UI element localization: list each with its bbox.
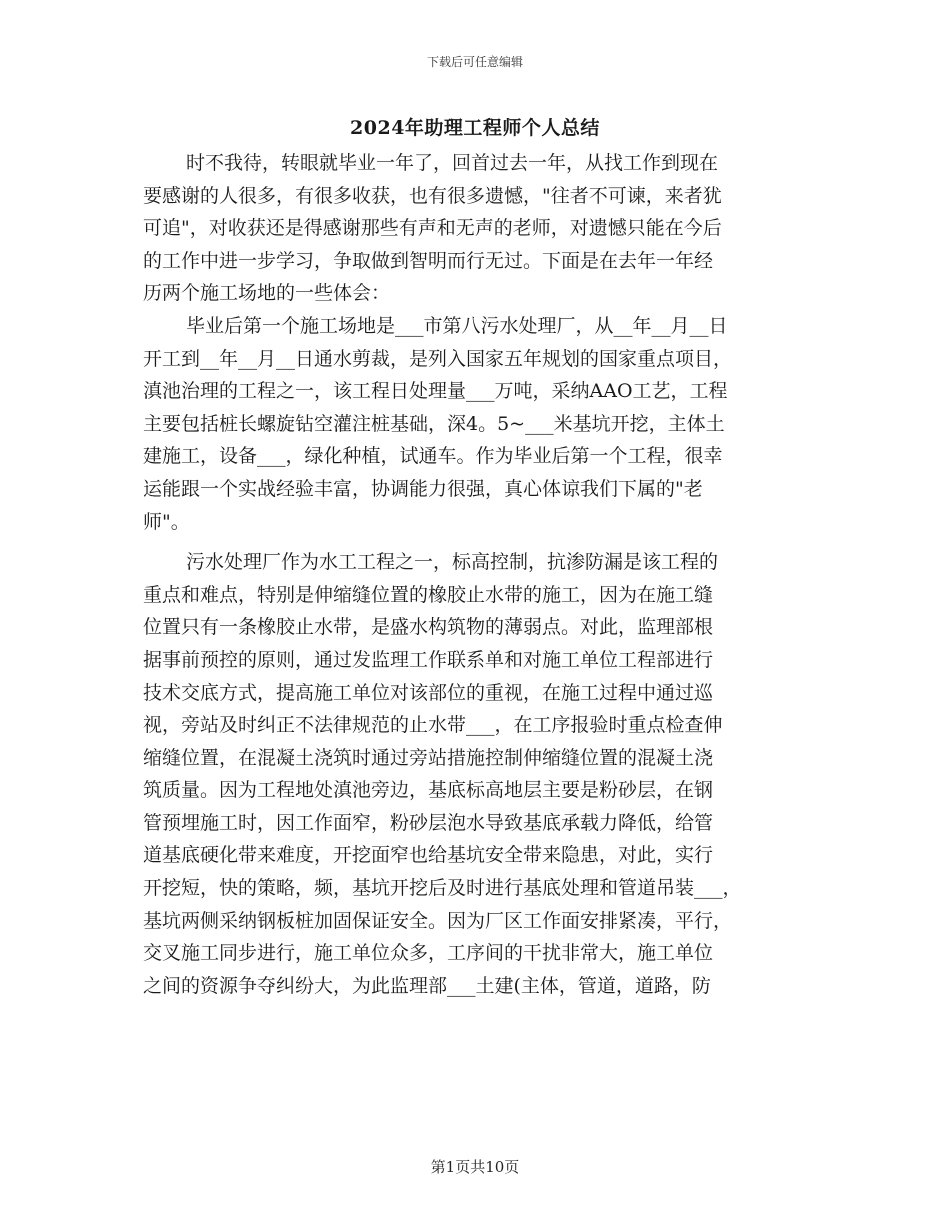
paragraph-line: 道基底硬化带来难度，开挖面窄也给基坑安全带来隐患，对此，实行 — [143, 844, 714, 867]
paragraph-line: 时不我待，转眼就毕业一年了，回首过去一年，从找工作到现在 — [186, 152, 719, 174]
paragraph-1 — [143, 147, 813, 310]
document-body — [143, 147, 813, 1002]
paragraph-gap — [143, 538, 813, 546]
paragraph-line: 可追"，对收获还是得感谢那些有声和无声的老师，对遗憾只能在今后 — [143, 217, 722, 240]
paragraph-line: 缩缝位置，在混凝土浇筑时通过旁站措施控制伸缩缝位置的混凝土浇 — [143, 746, 714, 769]
paragraph-line: 之间的资源争夺纠纷大，为此监理部___土建(主体，管道，道路，防 — [143, 974, 711, 997]
paragraph-2 — [143, 310, 813, 538]
paragraph-line: 运能跟一个实战经验丰富，协调能力很强，真心体谅我们下属的"老 — [143, 477, 703, 500]
paragraph-line: 视，旁站及时纠正不法律规范的止水带___，在工序报验时重点检查伸 — [143, 714, 723, 737]
paragraph-line: 开工到__年__月__日通水剪裁，是列入国家五年规划的国家重点项目， — [143, 347, 733, 370]
paragraph-line: 毕业后第一个施工场地是___市第八污水处理厂，从__年__月__日 — [186, 314, 728, 337]
paragraph-line: 位置只有一条橡胶止水带，是盛水构筑物的薄弱点。对此，监理部根 — [143, 616, 714, 639]
paragraph-line: 重点和难点，特别是伸缩缝位置的橡胶止水带的施工，因为在施工缝 — [143, 583, 714, 606]
paragraph-line: 基坑两侧采纳钢板桩加固保证安全。因为厂区工作面安排紧凑，平行， — [143, 909, 733, 932]
paragraph-line: 技术交底方式，提高施工单位对该部位的重视，在施工过程中通过巡 — [143, 681, 714, 704]
paragraph-line: 要感谢的人很多，有很多收获，也有很多遗憾，"往者不可谏，来者犹 — [143, 184, 722, 207]
paragraph-line: 师"。 — [143, 510, 190, 533]
paragraph-line: 滇池治理的工程之一，该工程日处理量___万吨，采纳AAO工艺，工程 — [143, 380, 728, 403]
paragraph-line: 主要包括桩长螺旋钻空灌注桩基础，深4。5~___米基坑开挖，主体土 — [143, 412, 725, 435]
paragraph-line: 据事前预控的原则，通过发监理工作联系单和对施工单位工程部进行 — [143, 648, 714, 671]
document-title: 2024年助理工程师个人总结 — [350, 117, 600, 139]
download-note: 下载后可任意编辑 — [426, 55, 523, 69]
paragraph-3 — [143, 546, 813, 1002]
paragraph-line: 筑质量。因为工程地处滇池旁边，基底标高地层主要是粉砂层，在钢 — [143, 779, 714, 802]
paragraph-line: 的工作中进一步学习，争取做到智明而行无过。下面是在去年一年经 — [143, 249, 714, 272]
paragraph-line: 污水处理厂作为水工工程之一，标高控制，抗渗防漏是该工程的 — [186, 551, 719, 574]
page-number: 第1页共10页 — [430, 1158, 520, 1176]
paragraph-line: 交叉施工同步进行，施工单位众多，工序间的干扰非常大，施工单位 — [143, 942, 714, 965]
paragraph-line: 开挖短，快的策略，频，基坑开挖后及时进行基底处理和管道吊装___， — [143, 877, 742, 900]
paragraph-line: 历两个施工场地的一些体会： — [143, 282, 391, 305]
paragraph-line: 建施工，设备___，绿化种植，试通车。作为毕业后第一个工程，很幸 — [143, 445, 723, 468]
paragraph-line: 管预埋施工时，因工作面窄，粉砂层泡水导致基底承载力降低，给管 — [143, 811, 714, 834]
